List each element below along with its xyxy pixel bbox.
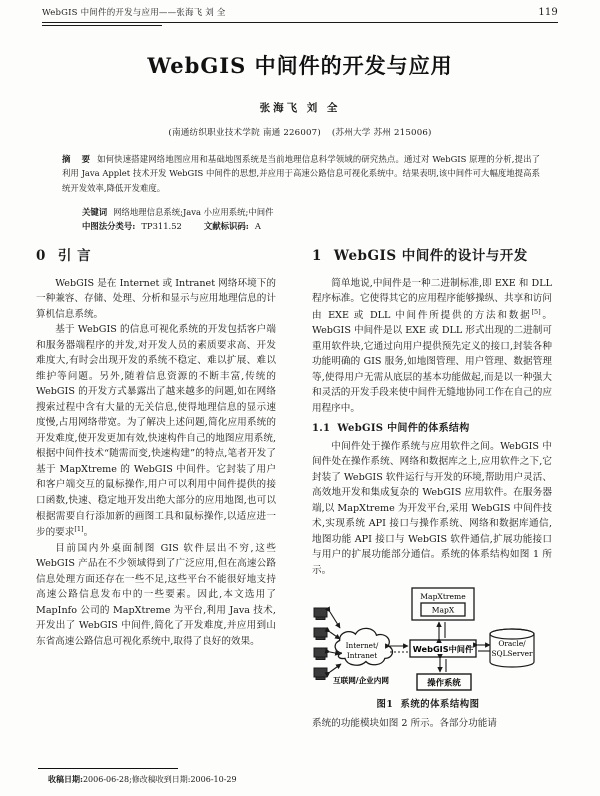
author-list: 张海飞 刘 全 [259, 102, 341, 114]
link-middleware-database [478, 645, 490, 651]
node-mapx-label: MapX [431, 605, 455, 615]
figure-caption-text: 系统的体系结构图 [400, 699, 480, 711]
paragraph-text: 简单地说,中间件是一种二进制标准,即 EXE 和 DLL 程序标准。它使得其它的应用程序能够操纵、共享和访问由 EXE 或 DLL 中间件所提供的方法和数据 [312, 277, 552, 321]
section-heading-design [312, 248, 552, 266]
column-right [312, 248, 552, 731]
paragraph: WebGIS 是在 Internet 或 Intranet 网络环境下的一种兼容、存储、处理、分析和显示与应用地理信息的计算机信息系统。 [36, 277, 276, 320]
abstract-label: 摘 要 [62, 154, 95, 164]
node-mapxtreme-label: MapXtreme [420, 592, 466, 602]
header-rule-secondary [42, 25, 162, 26]
link-middleware-os [440, 659, 446, 672]
header-rule [42, 22, 558, 23]
page-title: WebGIS 中间件的开发与应用 [147, 53, 453, 78]
section-number-intro: 0 [36, 248, 46, 264]
doc-code-label: 文献标识码: [203, 221, 249, 231]
affiliations [0, 126, 600, 138]
link-middleware-mapxtreme [439, 622, 445, 638]
paragraph: 中间件处于操作系统与应用软件之间。WebGIS 中间件处在操作系统、网络和数据库之上,应用软件之下,它封装了 WebGIS 软件运行与开发的环境,帮助用户灵活、高效地开发和集成复杂的 WebGIS 应用软件。在服务器端,以 MapXtreme 为开发平台,采用 WebGIS 中间件技术,实现系统 API 接口与操作系统、网络和数据库通信,地图功能 API 接口与 WebGIS 软件通信,扩展功能接口与用户的扩展功能部分通信。系统的体系结构如图 1 所示。 [312, 440, 552, 576]
node-internet-cloud [335, 629, 392, 666]
node-os-label: 操作系统 [427, 677, 461, 688]
footnote [48, 774, 237, 785]
section-title-design: WebGIS 中间件的设计与开发 [333, 248, 528, 264]
paragraph [36, 541, 276, 650]
clc-label: 中图法分类号: [82, 221, 136, 231]
column-left [36, 248, 276, 649]
paragraph-text-cont: WebGIS 中间件是以 EXE 或 DLL 形式出现的二进制可重用软件块,它通过向用户提供预先定义的接口,封装各种功能明确的 GIS 服务,如地图管理、用户管理、数据管理等,使得用户无需从底层的基本功能做起,而是以一种强大和灵活的开发手段来使中间件无缝地协同工作在自己的应用程序中。 [312, 325, 552, 414]
footnote-text: 2006-06-28;修改稿收到日期:2006-10-29 [82, 775, 237, 784]
affiliation-1: (南通纺织职业技术学院 南通 226007) [168, 128, 321, 138]
running-head-title: WebGIS 中间件的开发与应用——张海飞 刘 全 [42, 8, 226, 18]
client-workstation [314, 648, 327, 660]
page-number: 119 [538, 7, 558, 18]
link-client-cloud [330, 664, 341, 672]
clc-value: TP311.52 [141, 221, 182, 231]
node-database-label-1: Oracle/ [498, 639, 526, 649]
clients-label: 互联网/企业内网 [333, 676, 389, 686]
keywords-label: 关键词 [82, 207, 108, 217]
cloud-label-1: Internet/ [345, 641, 379, 651]
node-database-label-2: SQLServer [491, 649, 533, 659]
reference-mark: [1] [74, 525, 84, 534]
client-workstations [314, 608, 327, 680]
paragraph: 简单地说,中间件是一种二进制标准,即 EXE 和 DLL 程序标准。它使得其它的应用程序能够操纵、共享和访问由 EXE 或 DLL 中间件所提供的方法和数据[5]。WebGIS 中间件是以 EXE 或 DLL 形式出现的二进制可重用软件块,它通过向用户提供预先定义的接口,封装各种功能明确的 GIS 服务,如地图管理、用户管理、数据管理等,使得用户无需从底层的基本功能做起,而是以一种强大和灵活的开发手段来使中间件无缝地协同工作在自己的应用程序中。 [312, 277, 553, 414]
footnote-label: 收稿日期: [48, 774, 83, 784]
section-heading-intro [36, 248, 276, 266]
abstract [62, 152, 540, 195]
client-workstation [314, 628, 327, 640]
client-workstation [314, 668, 327, 680]
subsection-title: WebGIS 中间件的体系结构 [337, 422, 470, 434]
figure-number: 图1 [376, 699, 394, 711]
classification-line [82, 220, 540, 233]
cloud-label-2: Intranet [346, 651, 378, 661]
abstract-text: 如何快速搭建网络地图应用和基础地图系统是当前地理信息科学领域的研究热点。通过对 WebGIS 原理的分析,提出了利用 Java Applet 技术开发 WebGIS 中间件的思想,并应用于高速公路信息可视化系统中。结果表明,该中间件可大幅度地提高系统开发效率,降低开发难度。 [62, 154, 540, 193]
subsection-heading [312, 421, 552, 437]
affiliation-2: (苏州大学 苏州 215006) [331, 128, 432, 138]
footnote-rule [38, 768, 178, 769]
keywords-text: 网络地理信息系统;Java 小应用系统;中间件 [113, 207, 274, 217]
link-client-cloud [330, 612, 340, 628]
section-title-intro: 引 言 [57, 248, 92, 264]
paragraph-text: 目前国内外桌面制图 GIS 软件层出不穷,这些 WebGIS 产品在不少领域得到了广泛应用,但在高速公路信息处理方面还存在一些不足,这些平台不能很好地支持高速公路信息发布中的一些要素。因此,本文选用了 MapInfo 公司的 MapXtreme 为平台,利用 Java 技术,开发出了 WebGIS 中间件,简化了开发难度,并应用到山东省高速公路信息可视化系统中,取得了良好的效果。 [36, 542, 276, 647]
node-middleware-label: WebGIS中间件 [412, 644, 474, 655]
section-number-design: 1 [312, 248, 322, 264]
node-database-cylinder [490, 629, 534, 667]
doc-code-value: A [254, 221, 261, 231]
paragraph-trailing: 系统的功能模块如图 2 所示。各部分功能请 [312, 717, 497, 729]
link-client-cloud [330, 632, 340, 639]
architecture-diagram [304, 584, 556, 696]
keywords-line [82, 206, 540, 219]
figure-caption [304, 697, 552, 712]
paragraph: 基于 WebGIS 的信息可视化系统的开发包括客户端和服务器端程序的并发,对开发人员的素质要求高、开发难度大,有时会出现开发的系统不稳定、难以扩展、难以维护等问题。另外,随着信息资源的不断丰富,传统的 WebGIS 的开发方式暴露出了越来越多的问题,如在网络搜索过程中含有大量的无关信息,使得地理信息的显示速度慢,占用网络带宽。为了解决上述问题,简化应用系统的开发难度,使开发更加有效,快速构件自己的地图应用系统,根据中间件技术“随需而变,快速构建”的特点,笔者开发了基于 MapXtreme 的 WebGIS 中间件。它封装了用户和客户端交互的鼠标操作,用户可以利用中间件提供的接口函数,快速、稳定地开发出绝大部分的应用地图,也可以根据需要自行添加新的画图工具和鼠标操作,以适应进一步的要求[1]。 [36, 324, 276, 539]
figure-system-architecture [304, 584, 554, 696]
reference-mark: [5] [531, 307, 541, 316]
subsection-number: 1.1 [312, 422, 331, 434]
client-workstation [314, 608, 327, 620]
paragraph-text: 基于 WebGIS 的信息可视化系统的开发包括客户端和服务器端程序的并发,对开发人员的素质要求高、开发难度大,有时会出现开发的系统不稳定、难以扩展、难以维护等问题。另外,随着信息资源的不断丰富,传统的 WebGIS 的开发方式暴露出了越来越多的问题,如在网络搜索过程中含有大量的无关信息,使得地理信息的显示速度慢,占用网络带宽。为了解决上述问题,简化应用系统的开发难度,使开发更加有效,快速构件自己的地图应用系统,根据中间件技术“随需而变,快速构建”的特点,笔者开发了基于 MapXtreme 的 WebGIS 中间件。它封装了用户和客户端交互的鼠标操作,用户可以利用中间件提供的接口函数,快速、稳定地开发出绝大部分的应用地图,也可以根据需要自行添加新的画图工具和鼠标操作,以适应进一步的要求 [36, 324, 276, 539]
